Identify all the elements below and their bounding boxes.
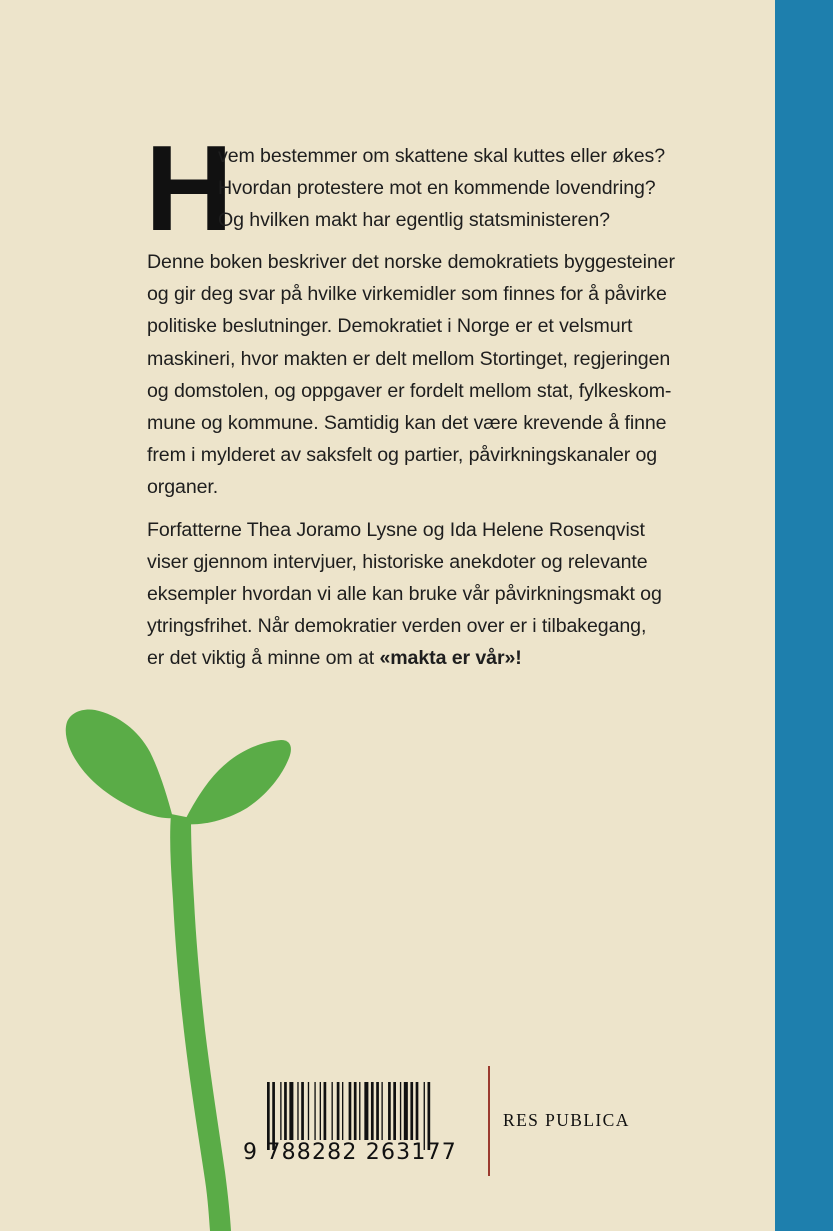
- intro-lines: [218, 140, 665, 237]
- sprout-left-leaf: [66, 710, 173, 819]
- blurb-text: [145, 120, 707, 685]
- intro-line: Og hvilken makt har egentlig statsministeren?: [218, 209, 610, 232]
- barcode-bar: [332, 1082, 333, 1140]
- barcode-bar: [342, 1082, 343, 1140]
- barcode-bar: [289, 1082, 293, 1140]
- barcode-bar: [371, 1082, 374, 1140]
- barcode-bar: [404, 1082, 408, 1140]
- text-line: ytringsfrihet. Når demokratier verden over er i tilbakegang,: [147, 615, 647, 638]
- barcode-bar: [416, 1082, 419, 1140]
- slogan-emphasis: «makta er vår»!: [379, 647, 522, 670]
- text-line: frem i mylderet av saksfelt og partier, påvirkningskanaler og: [147, 444, 658, 467]
- barcode-bar: [314, 1082, 315, 1140]
- spine-stripe: [775, 0, 833, 1231]
- barcode-bar: [297, 1082, 298, 1140]
- barcode-bar: [388, 1082, 391, 1140]
- sprout-stem: [170, 814, 231, 1231]
- dropcap: H: [145, 120, 234, 256]
- text-line: eksempler hvordan vi alle kan bruke vår påvirkningsmakt og: [147, 583, 662, 606]
- barcode-bar: [381, 1082, 382, 1140]
- text-line: Denne boken beskriver det norske demokratiets byggesteiner: [147, 251, 675, 273]
- barcode-bar: [393, 1082, 396, 1140]
- barcode-bar: [284, 1082, 287, 1140]
- barcode-bar: [301, 1082, 304, 1140]
- barcode-bar: [354, 1082, 357, 1140]
- isbn-number: 9 788282 263177: [243, 1140, 457, 1165]
- text-line-final: [147, 642, 707, 674]
- text-line: Forfatterne Thea Joramo Lysne og Ida Helene Rosenqvist: [147, 518, 645, 541]
- barcode-bar: [280, 1082, 281, 1140]
- barcode-bar: [337, 1082, 340, 1140]
- final-line-prefix: er det viktig å minne om at: [147, 647, 380, 670]
- paragraph-authors: [147, 514, 707, 675]
- barcode-bar: [308, 1082, 309, 1140]
- intro-line: Hvordan protestere mot en kommende lovendring?: [218, 177, 656, 200]
- text-line: mune og kommune. Samtidig kan det være krevende å finne: [147, 412, 667, 435]
- text-line: organer.: [147, 476, 219, 499]
- intro-block: [145, 120, 707, 256]
- text-line: og domstolen, og oppgaver er fordelt mellom stat, fylkeskom-: [147, 379, 672, 402]
- barcode-bar: [349, 1082, 352, 1140]
- text-line: og gir deg svar på hvilke virkemidler som finnes for å påvirke: [147, 283, 667, 306]
- text-line: politiske beslutninger. Demokratiet i Norge er et velsmurt: [147, 315, 633, 338]
- barcode-bar: [376, 1082, 379, 1140]
- paragraph-description: [147, 246, 707, 504]
- text-line: viser gjennom intervjuer, historiske anekdoter og relevante: [147, 550, 648, 573]
- intro-line: vem bestemmer om skattene skal kuttes eller økes?: [218, 145, 666, 167]
- publisher-name: RES PUBLICA: [503, 1110, 630, 1130]
- barcode-bar: [359, 1082, 360, 1140]
- barcode-bar: [400, 1082, 401, 1140]
- barcode-bar: [324, 1082, 327, 1140]
- publisher-divider: [488, 1066, 490, 1176]
- text-line: maskineri, hvor makten er delt mellom Stortinget, regjeringen: [147, 347, 671, 370]
- barcode-bar: [320, 1082, 321, 1140]
- barcode-bar: [364, 1082, 368, 1140]
- barcode-bar: [410, 1082, 413, 1140]
- sprout-right-leaf: [183, 740, 291, 824]
